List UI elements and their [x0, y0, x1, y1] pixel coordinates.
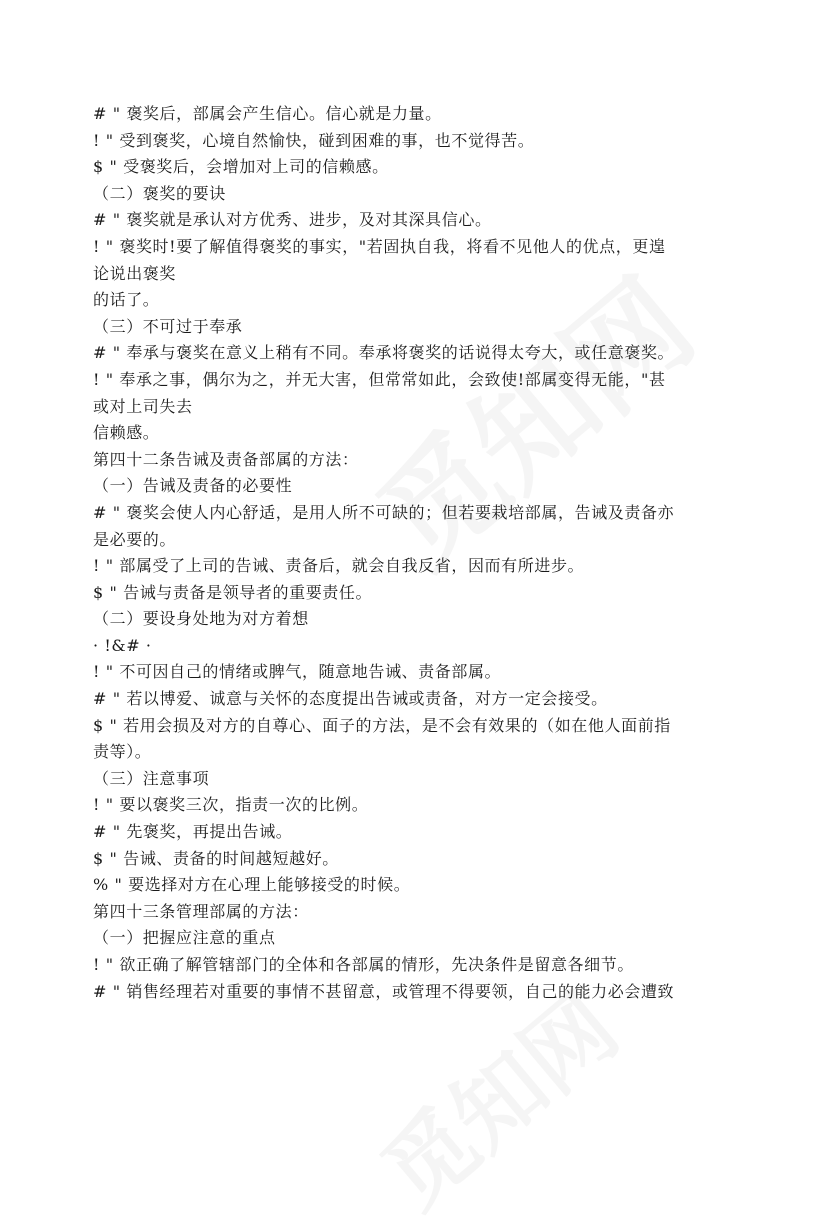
section-heading: （三）注意事项 [93, 768, 210, 788]
text-line: $ " 告诫、责备的时间越短越好。 [93, 848, 339, 868]
text-line: 或对上司失去 [93, 396, 193, 416]
text-line: $ " 受褒奖后，会增加对上司的信赖感。 [93, 157, 389, 177]
text-line: # " 褒奖会使人内心舒适，是用人所不可缺的；但若要栽培部属，告诫及责备亦 [93, 502, 675, 522]
text-line: # " 先褒奖，再提出告诫。 [93, 822, 293, 842]
text-line: # " 若以博爱、诚意与关怀的态度提出告诫或责备，对方一定会接受。 [93, 689, 608, 709]
article-heading: 第四十二条告诫及责备部属的方法： [93, 449, 359, 469]
section-heading: （二）要设身处地为对方着想 [93, 609, 309, 629]
section-heading: （一）告诫及责备的必要性 [93, 476, 293, 496]
text-line: ! " 欲正确了解管辖部门的全体和各部属的情形，先决条件是留意各细节。 [93, 955, 634, 974]
text-line: 论说出褒奖 [93, 263, 177, 283]
text-line: 信赖感。 [93, 423, 160, 443]
text-line: ! " 褒奖时!要了解值得褒奖的事实，"若固执自我，将看不见他人的优点，更遑 [93, 236, 666, 256]
section-heading: （一）把握应注意的重点 [93, 928, 276, 948]
section-heading: （二）褒奖的要诀 [93, 183, 226, 203]
text-line: ! " 要以褒奖三次，指责一次的比例。 [93, 795, 369, 815]
text-line: % " 要选择对方在心理上能够接受的时候。 [93, 875, 411, 895]
text-line: $ " 若用会损及对方的自尊心、面子的方法，是不会有效果的（如在他人面前指 [93, 715, 671, 735]
text-line: · !&# · [93, 635, 152, 655]
text-line: 是必要的。 [93, 529, 177, 549]
section-heading: （三）不可过于奉承 [93, 316, 243, 336]
text-line: ! " 受到褒奖，心境自然愉快，碰到困难的事，也不觉得苦。 [93, 130, 535, 150]
text-line: # " 奉承与褒奖在意义上稍有不同。奉承将褒奖的话说得太夸大，或任意褒奖。 [93, 343, 675, 363]
text-line: # " 销售经理若对重要的事情不甚留意，或管理不得要领，自己的能力必会遭致 [93, 981, 675, 1001]
article-heading: 第四十三条管理部属的方法： [93, 901, 309, 921]
text-line: # " 褒奖就是承认对方优秀、进步，及对其深具信心。 [93, 210, 492, 230]
text-line: $ " 告诫与责备是领导者的重要责任。 [93, 582, 373, 602]
text-line: ! " 奉承之事，偶尔为之，并无大害，但常常如此，会致使!部属变得无能，"甚 [93, 369, 666, 389]
text-line: # " 褒奖后，部属会产生信心。信心就是力量。 [93, 104, 442, 123]
text-line: 责等）。 [93, 742, 152, 762]
text-line: 的话了。 [93, 290, 160, 310]
body-text [93, 101, 743, 1005]
text-line: ! " 不可因自己的情绪或脾气，随意地告诫、责备部属。 [93, 662, 502, 682]
text-line: ! " 部属受了上司的告诫、责备后，就会自我反省，因而有所进步。 [93, 556, 585, 576]
